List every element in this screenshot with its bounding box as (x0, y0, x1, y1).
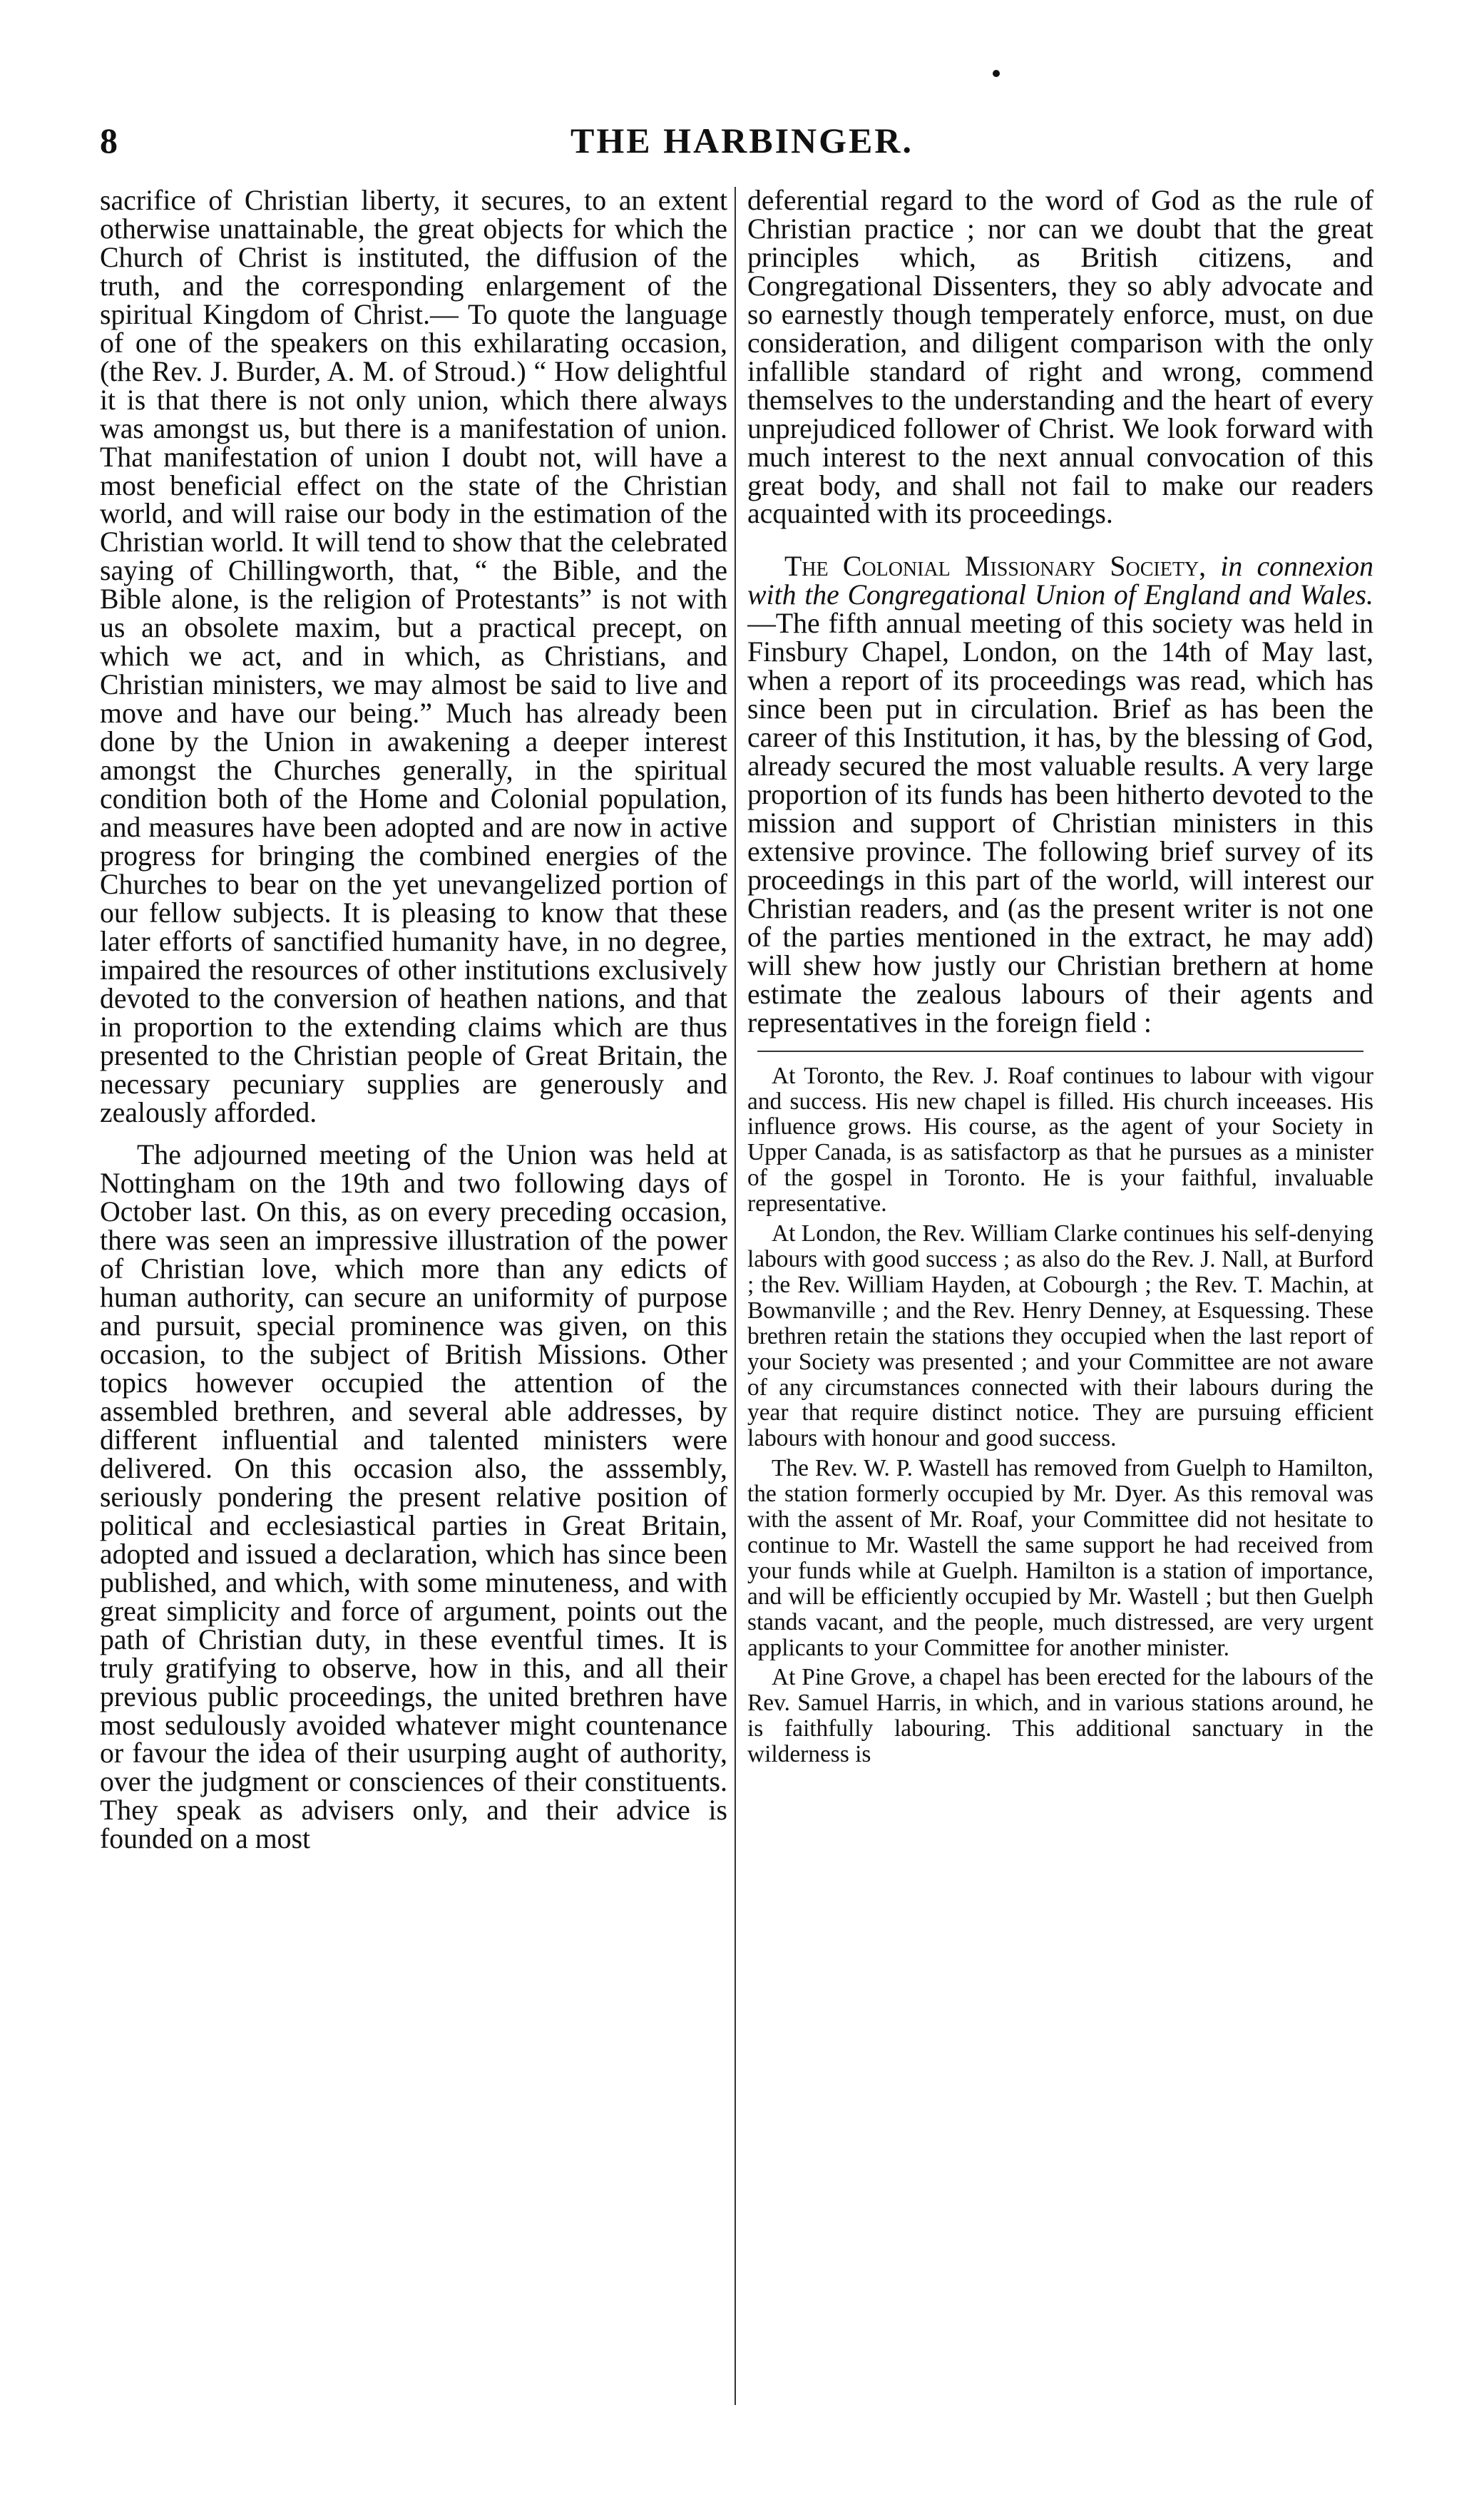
running-head: THE HARBINGER. (570, 121, 914, 160)
society-paragraph (747, 553, 1373, 1037)
section-rule (757, 1051, 1363, 1052)
society-body: —The fifth annual meeting of this society was held in Finsbury Chapel, London, on the 14th of May last, when a report of its proceedings was read, which has since been put in circulation. Brief as has been the career of this Institution, it has, by the blessing of God, already secured the most valuable results. A very large proportion of its funds has been hitherto devoted to the mission and support of Christian ministers in this extensive province. The following brief survey of its proceedings in this part of the world, will interest our Christian readers, and (as the present writer is not one of the parties mentioned in the extract, he may add) will shew how justly our Christian brethern at home estimate the zealous labours of their agents and representatives in the foreign field : (747, 608, 1373, 1038)
society-title: The Colonial Missionary Society, (784, 551, 1207, 583)
extract-london: At London, the Rev. William Clarke continues his self-denying labours with good success ; as also do the Rev. J. Nall, at Burford ; the Rev. William Hayden, at Cobourgh ; the Rev. T. Machin, at Bowmanville ; and the Rev. Henry Denney, at Esquessing. These brethren retain the stations they occupied when the last report of your Society was presented ; and your Committee are not aware of any circumstances connected with their labours during the year that require distinct notice. They are pursuing efficient labours with honour and good success. (747, 1220, 1373, 1452)
society-subtitle: in connexion with the Congregational Union of England and Wales. (747, 551, 1373, 611)
page-number: 8 (100, 121, 118, 160)
extract-pine-grove: At Pine Grove, a chapel has been erected for the labours of the Rev. Samuel Harris, in which, and in various stations around, he is faithfully labouring. This additional sanctuary in the wilderness is (747, 1664, 1373, 1768)
report-extract (747, 1063, 1373, 1767)
column-rule (735, 187, 736, 2405)
left-paragraph-2: The adjourned meeting of the Union was held at Nottingham on the 19th and two following days of October last. On this, as on every preceding occasion, there was seen an impressive illustration of the power of Christian love, which more than any edicts of human authority, can secure an uniformity of purpose and pursuit, special prominence was given, on this occasion, to the subject of British Missions. Other topics however occupied the attention of the assembled brethren, and several able addresses, by different influential and talented ministers were delivered. On this occasion also, the asssembly, seriously pondering the present relative position of political and ecclesiastical parties in Great Britain, adopted and issued a declaration, which has since been published, and which, with some minuteness, and with great simplicity and force of argument, points out the path of Christian duty, in these eventful times. It is truly gratifying to observe, how in this, and all their previous public proceedings, the united brethren have most sedulously avoided whatever might countenance or favour the idea of their usurping aught of authority, over the judgment or consciences of their constituents. They speak as advisers only, and their advice is founded on a most (100, 1139, 727, 1855)
extract-toronto: At Toronto, the Rev. J. Roaf continues to labour with vigour and success. His new chapel is filled. His church inceeases. His influence grows. His course, as the agent of your Society in Upper Canada, is as satisfactorp as that he pursues as a minister of the gospel in Toronto. He is your faithful, invaluable representative. (747, 1062, 1373, 1217)
extract-hamilton: The Rev. W. P. Wastell has removed from Guelph to Hamilton, the station formerly occupied by Mr. Dyer. As this removal was with the assent of Mr. Roaf, your Committee did not hesitate to continue to Mr. Wastell the same support he had received from your funds while at Guelph. Hamilton is a station of importance, and will be efficiently occupied by Mr. Wastell ; but then Guelph stands vacant, and the people, much distressed, are very urgent applicants to your Committee for another minister. (747, 1455, 1373, 1661)
ink-dot (993, 70, 1000, 77)
right-paragraph-1: deferential regard to the word of God as the rule of Christian practice ; nor can we doubt that the great principles which, as British citizens, and Congregational Dissenters, they so ably advocate and so earnestly though temperately enforce, must, on due consideration, and diligent comparison with the only infallible standard of right and wrong, commend themselves to the understanding and the heart of every unprejudiced follower of Christ. We look forward with much interest to the next annual convocation of this great body, and shall not fail to make our readers acquainted with its proceedings. (747, 187, 1373, 530)
right-column (747, 187, 1373, 2469)
left-paragraph-1: sacrifice of Christian liberty, it secures, to an extent otherwise unattainable, the great objects for which the Church of Christ is instituted, the diffusion of the truth, and the corresponding enlargement of the spiritual Kingdom of Christ.— To quote the language of one of the speakers on this exhilarating occasion, (the Rev. J. Burder, A. M. of Stroud.) “ How delightful it is that there is not only union, which there always was amongst us, but there is a manifestation of union. That manifestation of union I doubt not, will have a most beneficial effect on the state of the Christian world, and will raise our body in the estimation of the Christian world. It will tend to show that the celebrated saying of Chillingworth, that, “ the Bible, and the Bible alone, is the religion of Protestants” is not with us an obsolete maxim, but a practical precept, on which we act, and in which, as Christians, and Christian ministers, we may almost be said to live and move and have our being.” Much has already been done by the Union in awakening a deeper interest amongst the Churches generally, in the spiritual condition both of the Home and Colonial population, and measures have been adopted and are now in active progress for bringing the combined energies of the Churches to bear on the yet unevangelized portion of our fellow subjects. It is pleasing to know that these later efforts of sanctified humanity have, in no degree, impaired the resources of other institutions exclusively devoted to the conversion of heathen nations, and that in proportion to the extending claims which are thus presented to the Christian people of Great Britain, the necessary pecuniary supplies are generously and zealously afforded. (100, 187, 727, 1128)
left-column (100, 187, 727, 2469)
